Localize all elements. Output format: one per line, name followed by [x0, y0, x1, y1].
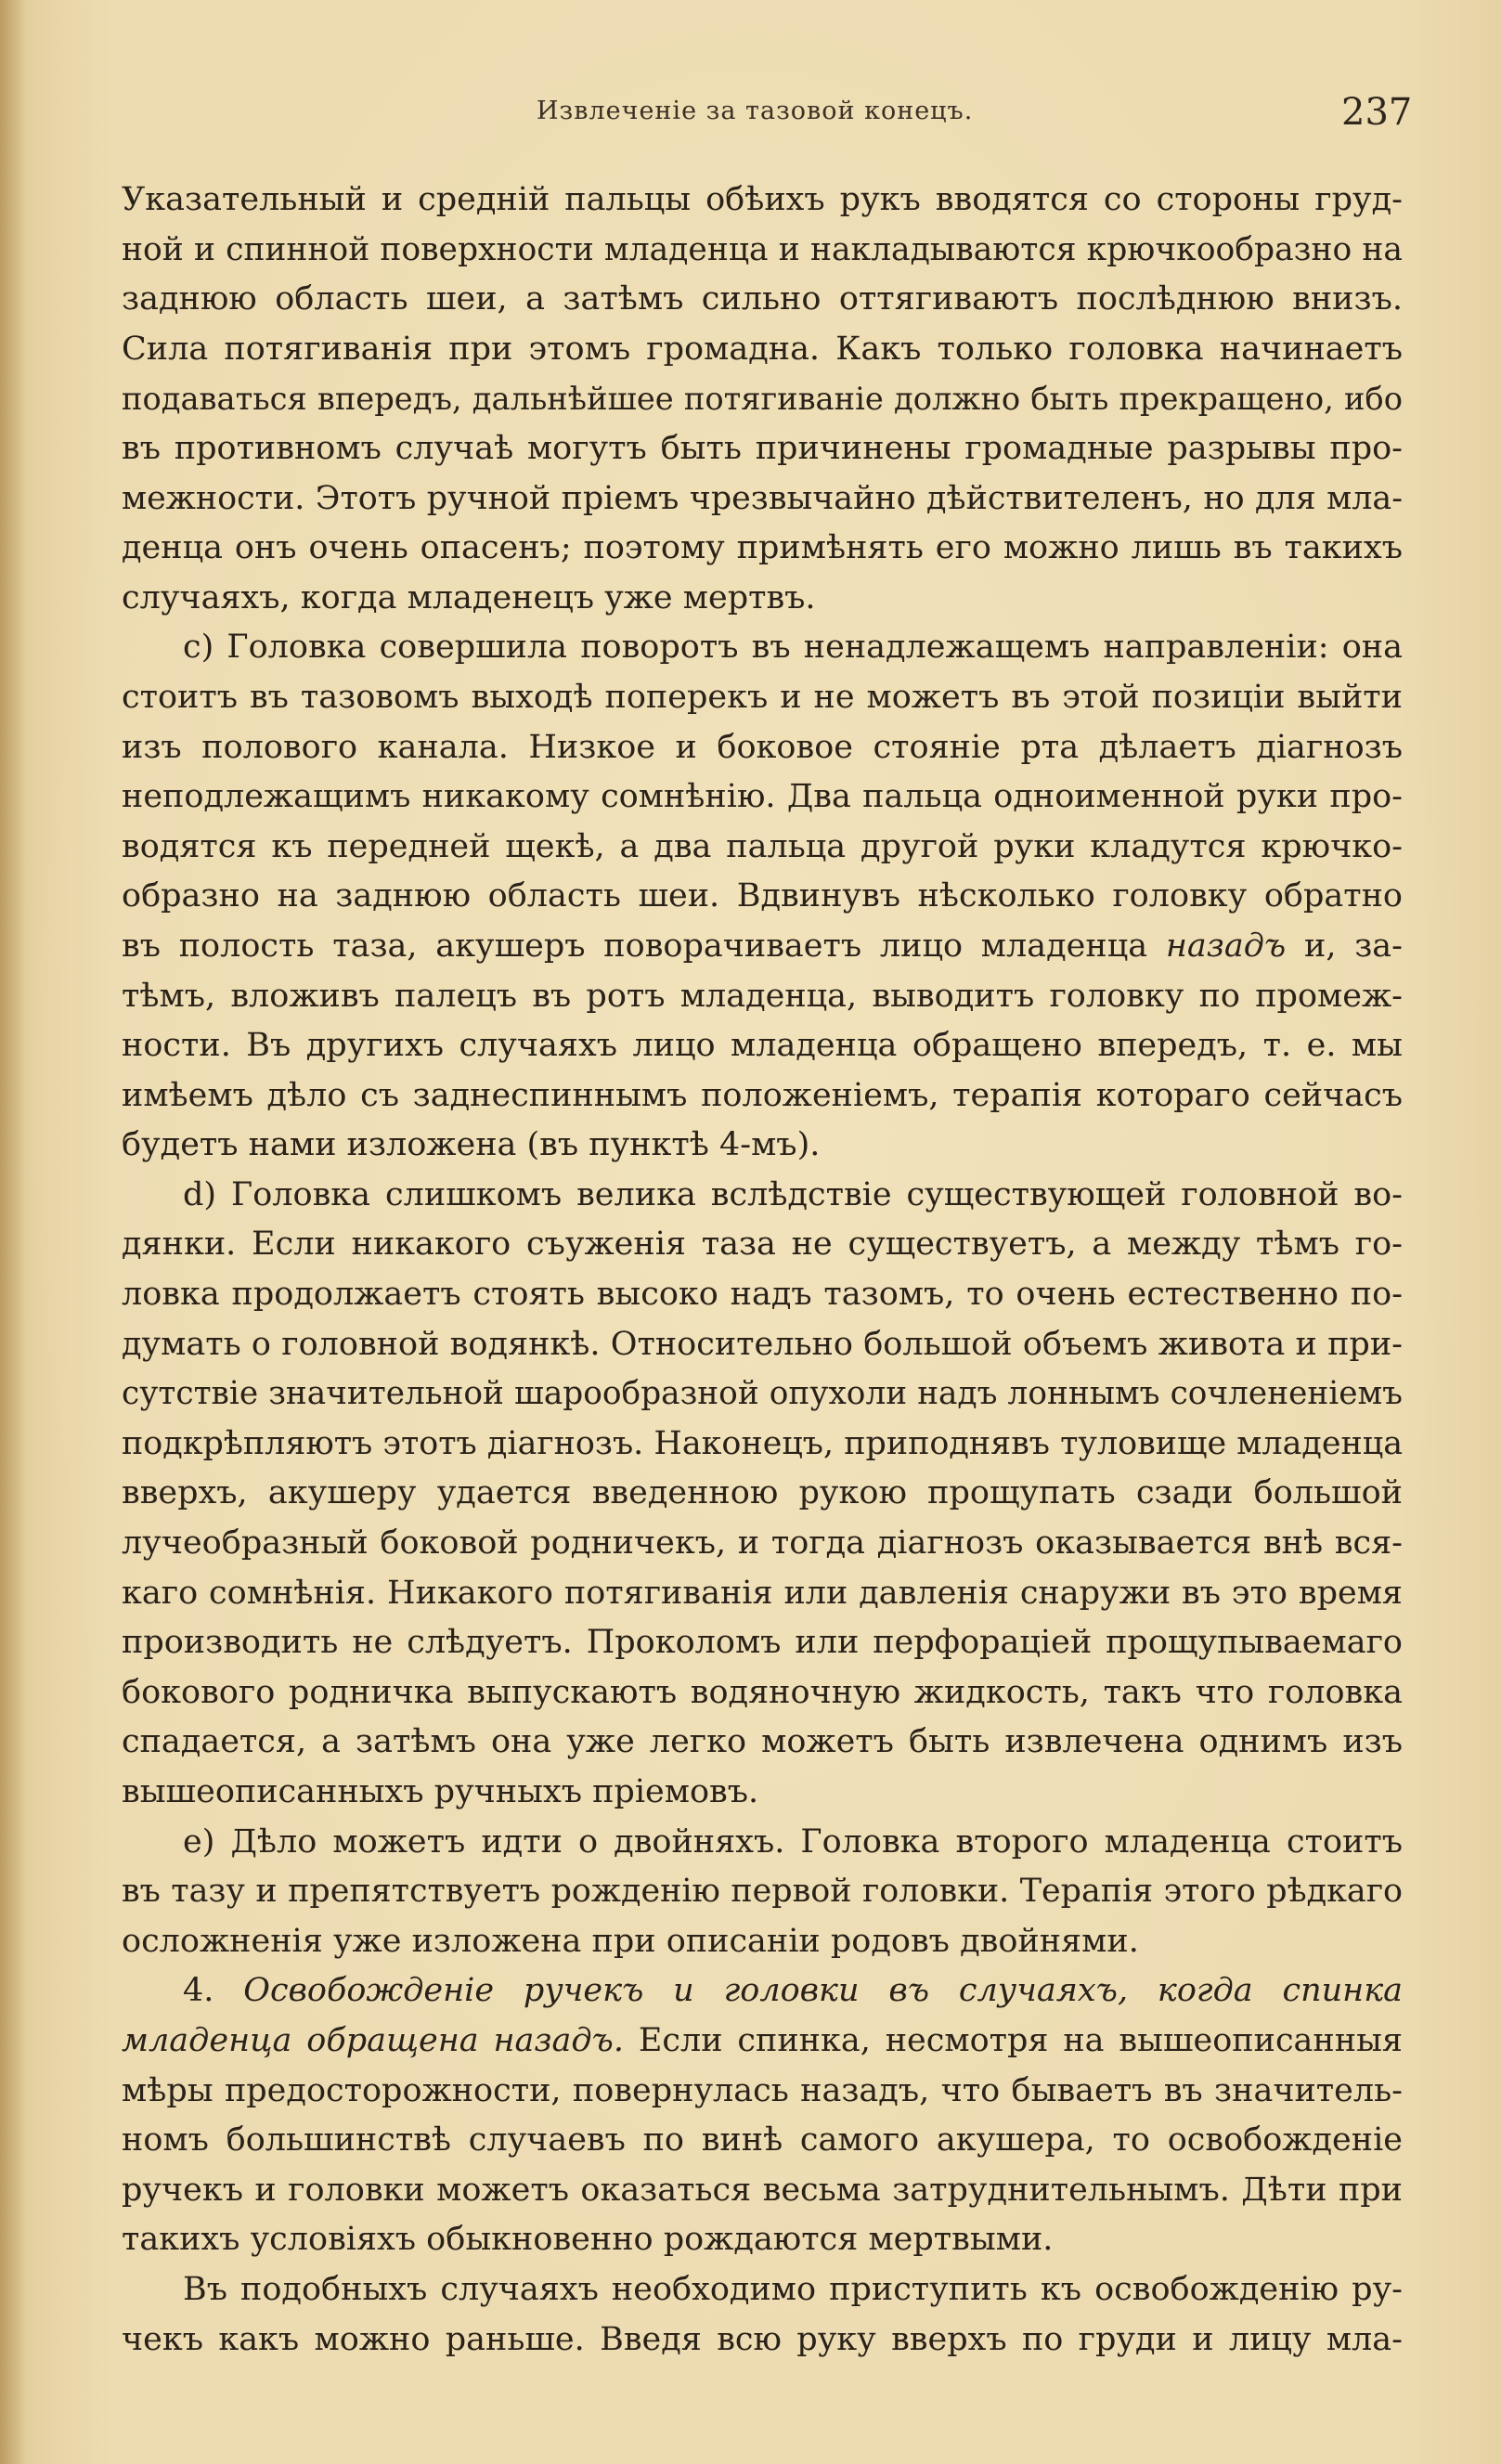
text-line — [122, 2017, 1403, 2067]
text-line: d) Головка слишкомъ велика вслѣдствіе существующей головной во- — [183, 1175, 1403, 1213]
text-line: каго сомнѣнія. Никакого потягиванія или давленія снаружи въ это время — [122, 1574, 1403, 1612]
italic-segment: назадъ — [1165, 927, 1287, 965]
text-line: бокового родничка выпускаютъ водяночную жидкость, такъ что головка — [122, 1673, 1403, 1711]
text-line — [122, 922, 1403, 972]
text-line: тѣмъ, вложивъ палецъ въ ротъ младенца, выводитъ головку по промеж- — [122, 977, 1403, 1015]
text-line: изъ полового канала. Низкое и боковое стояніе рта дѣлаетъ діагнозъ — [122, 728, 1403, 766]
text-line: заднюю область шеи, а затѣмъ сильно оттягиваютъ послѣднюю внизъ. — [122, 280, 1403, 318]
body-text — [122, 175, 1403, 2365]
text-line: Указательный и средній пальцы обѣихъ рукъ вводятся со стороны груд- — [122, 181, 1403, 218]
text-line: вышеописанныхъ ручныхъ пріемовъ. — [122, 1773, 759, 1810]
text-line: вверхъ, акушеру удается введенною рукою прощупать сзади большой — [122, 1474, 1403, 1512]
text-line: будетъ нами изложена (въ пунктѣ 4-мъ). — [122, 1126, 821, 1164]
text-line: межности. Этотъ ручной пріемъ чрезвычайно дѣйствителенъ, но для мла- — [122, 479, 1403, 517]
text-line: думать о головной водянкѣ. Относительно большой объемъ живота и при- — [122, 1325, 1403, 1363]
text-line: осложненія уже изложена при описаніи родовъ двойнями. — [122, 1922, 1139, 1960]
text-line: образно на заднюю область шеи. Вдвинувъ нѣсколько головку обратно — [122, 877, 1403, 915]
text-segment: и, за- — [1286, 927, 1403, 965]
text-line: производить не слѣдуетъ. Прокoломъ или перфораціей прощупываемаго — [122, 1624, 1403, 1662]
text-line: въ тазу и препятствуетъ рожденію первой головки. Терапія этого рѣдкаго — [122, 1873, 1403, 1911]
text-line: имѣемъ дѣло съ заднеспиннымъ положеніемъ, терапія котораго сейчасъ — [122, 1076, 1403, 1114]
text-line: водятся къ передней щекѣ, а два пальца другой руки кладутся крючко- — [122, 827, 1403, 865]
text-line: ной и спинной поверхности младенца и накладываются крючкообразно на — [122, 230, 1403, 268]
text-line: стоитъ въ тазовомъ выходѣ поперекъ и не можетъ въ этой позиціи выйти — [122, 678, 1403, 716]
text-line — [122, 1966, 1403, 2017]
text-line: подкрѣпляютъ этотъ діагнозъ. Наконецъ, приподнявъ туловище младенца — [122, 1424, 1403, 1462]
text-line: ловка продолжаетъ стоять высоко надъ тазомъ, то очень естественно по- — [122, 1276, 1403, 1314]
italic-segment: Освобожденіе ручекъ и головки въ случаяхъ, когда спинка — [243, 1972, 1403, 2010]
text-line: Въ подобныхъ случаяхъ необходимо приступить къ освобожденію ру- — [183, 2270, 1403, 2308]
text-line: случаяхъ, когда младенецъ уже мертвъ. — [122, 578, 816, 616]
text-line: мѣры предосторожности, повернулась назадъ, что бываетъ въ значитель- — [122, 2071, 1403, 2109]
text-line: дянки. Если никакого съуженія таза не существуетъ, а между тѣмъ го- — [122, 1226, 1403, 1264]
text-segment: Если спинка, несмотря на вышеописанныя — [624, 2021, 1404, 2059]
text-line: ручекъ и головки можетъ оказаться весьма затруднительнымъ. Дѣти при — [122, 2171, 1403, 2209]
text-line: такихъ условіяхъ обыкновенно рождаются мертвыми. — [122, 2221, 1054, 2259]
page-edge-shadow — [0, 0, 26, 2464]
text-line: номъ большинствѣ случаевъ по винѣ самого акушера, то освобожденіе — [122, 2121, 1403, 2159]
text-line: сутствіе значительной шарообразной опухоли надъ лоннымъ сочлененіемъ — [122, 1375, 1403, 1413]
text-line: подаваться впередъ, дальнѣйшее потягиваніе должно быть прекращено, ибо — [122, 381, 1403, 418]
text-line: e) Дѣло можетъ идти о двойняхъ. Головка второго младенца стоитъ — [183, 1822, 1403, 1861]
text-segment: въ полость таза, акушеръ поворачиваетъ лицо младенца — [122, 927, 1166, 965]
text-line: лучеобразный боковой родничекъ, и тогда діагнозъ оказывается внѣ вся- — [122, 1524, 1403, 1563]
text-line: неподлежащимъ никакому сомнѣнію. Два пальца одноименной руки про- — [122, 778, 1403, 816]
text-line: чекъ какъ можно раньше. Введя всю руку вверхъ по груди и лицу мла- — [122, 2320, 1403, 2358]
text-line: c) Головка совершила поворотъ въ ненадлежащемъ направленіи: она — [183, 629, 1403, 667]
text-line: ности. Въ другихъ случаяхъ лицо младенца обращено впередъ, т. е. мы — [122, 1027, 1403, 1065]
page-number: 237 — [1341, 91, 1413, 134]
text-segment: 4. — [183, 1972, 244, 2010]
text-line: спадается, а затѣмъ она уже легко можетъ быть извлечена однимъ изъ — [122, 1723, 1403, 1761]
text-line: въ противномъ случаѣ могутъ быть причинены громадные разрывы про- — [122, 429, 1403, 467]
text-line: Сила потягиванія при этомъ громадна. Какъ только головка начинаетъ — [122, 330, 1403, 368]
running-title: Извлеченіе за тазовой конецъ. — [537, 97, 974, 125]
italic-segment: младенца обращена назадъ. — [122, 2021, 624, 2059]
text-line: денца онъ очень опасенъ; поэтому примѣнять его можно лишь въ такихъ — [122, 529, 1403, 567]
page-header — [0, 91, 1501, 137]
